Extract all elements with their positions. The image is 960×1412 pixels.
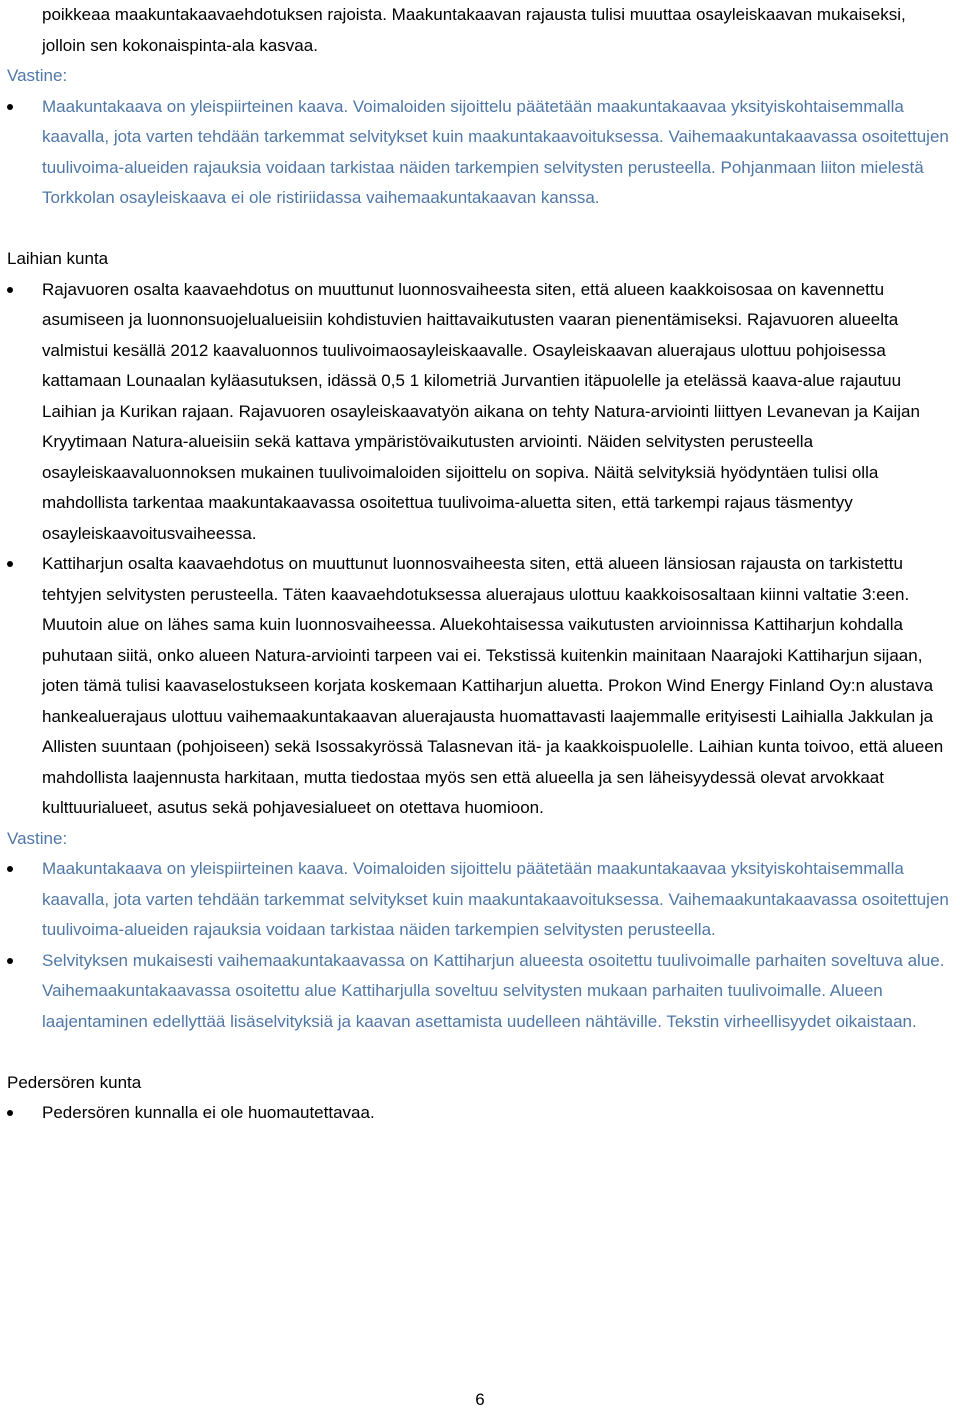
intro-paragraph: poikkeaa maakuntakaavaehdotuksen rajoista. Maakuntakaavan rajausta tulisi muuttaa osayleiskaavan mukaiseksi, jolloin sen kokonaispinta-ala kasvaa. [42, 5, 906, 55]
document-body [7, 0, 952, 1129]
reply-label-2: Vastine: [7, 828, 68, 848]
list-item-text: Rajavuoren osalta kaavaehdotus on muuttunut luonnosvaiheesta siten, että alueen kaakkoisosaa on kavennettu asumiseen ja luonnonsuojelualueisiin kohdistuvien haittavaikutusten vaaran pienentämiseksi. Rajavuoren alueelta valmistui kesällä 2012 kaavaluonnos tuulivoimaosayleiskaavalle. Osayleiskaavan aluerajaus ulottuu pohjoisessa kattamaan Lounaalan kyläasutuksen, idässä 0,5 1 kilometriä Jurvantien itäpuolelle ja etelässä kaava-alue rajautuu Laihian ja Kurikan rajaan. Rajavuoren osayleiskaavatyön aikana on tehty Natura-arviointi liittyen Levanevan ja Kaijan Kryytimaan Natura-alueisiin sekä kattava ympäristövaikutusten arviointi. Näiden selvitysten perusteella osayleiskaavaluonnoksen mukainen tuulivoimaloiden sijoittelu on sopiva. Näitä selvityksiä hyödyntäen tulisi olla mahdollista tarkentaa maakuntakaavassa osoitettua tuulivoima-aluetta siten, että tarkempi rajaus täsmentyy osayleiskaavoitusvaiheessa. [42, 279, 920, 543]
laihia-list [7, 275, 952, 824]
section-spacer [7, 214, 952, 245]
bullet-icon [7, 958, 13, 964]
reply-label-1: Vastine: [7, 66, 68, 85]
bullet-icon [7, 1110, 13, 1116]
list-item-text: Kattiharjun osalta kaavaehdotus on muuttunut luonnosvaiheesta siten, että alueen länsiosan rajausta on tarkistettu tehtyjen selvitysten perusteella. Täten kaavaehdotuksessa aluerajaus ulottuu kaakkoisosaltaan kiinni valtatie 3:een. Muutoin alue on lähes sama kuin luonnosvaiheessa. Aluekohtaisessa vaikutusten arvioinnissa Kattiharjun kohdalla puhutaan siitä, onko alueen Natura-arviointi tarpeen vai ei. Tekstissä kuitenkin mainitaan Naarajoki Kattiharjun sijaan, joten tämä tulisi kaavaselostukseen korjata koskemaan Kattiharjun aluetta. Prokon Wind Energy Finland Oy:n alustava hankealuerajaus ulottuu vaihemaakuntakaavan aluerajausta huomattavasti laajemmalle erityisesti Laihialla Jakkulan ja Allisten suuntaan (pohjoiseen) sekä Isossakyrössä Talasnevan itä- ja kaakkoispuolelle. Laihian kunta toivoo, että alueen mahdollista laajennusta harkitaan, mutta tiedostaa myös sen että alueella ja sen läheisyydessä olevat arvokkaat kulttuurialueet, asutus sekä pohjavesialueet on otettava huomioon. [42, 554, 944, 817]
pedersore-list [7, 1098, 952, 1129]
list-item-text: Pedersören kunnalla ei ole huomautettavaa. [42, 1103, 375, 1122]
bullet-icon [7, 287, 13, 293]
section-spacer [7, 1037, 952, 1068]
bullet-icon [7, 561, 13, 567]
bullet-icon [7, 866, 13, 872]
list-item [7, 946, 952, 1038]
reply-list-1 [7, 92, 952, 214]
list-item-text: Selvityksen mukaisesti vaihemaakuntakaavassa on Kattiharjun alueesta osoitettu tuulivoimalle parhaiten soveltuva alue. Vaihemaakuntakaavassa osoitettu alue Kattiharjulla soveltuu selvitysten mukaan parhaiten tuulivoimalle. Alueen laajentaminen edellyttää lisäselvityksiä ja kaavan asettamista uudelleen nähtäville. Tekstin virheellisyydet oikaistaan. [42, 950, 945, 1031]
reply-list-2 [7, 854, 952, 1037]
section-heading-pedersore: Pedersören kunta [7, 1072, 142, 1092]
list-item [7, 92, 952, 214]
bullet-icon [7, 104, 13, 110]
list-item-text: Maakuntakaava on yleispiirteinen kaava. Voimaloiden sijoittelu päätetään maakuntakaavaa yksityiskohtaisemmalla kaavalla, jota varten tehdään tarkemmat selvitykset kuin maakuntakaavoituksessa. Vaihemaakuntakaavassa osoitettujen tuulivoima-alueiden rajauksia voidaan tarkistaa näiden tarkempien selvitysten perusteella. Pohjanmaan liiton mielestä Torkkolan osayleiskaava ei ole ristiriidassa vaihemaakuntakaavan kanssa. [42, 96, 949, 207]
page-number: 6 [475, 1390, 485, 1409]
list-item [7, 549, 952, 824]
list-item [7, 854, 952, 946]
list-item-text: Maakuntakaava on yleispiirteinen kaava. Voimaloiden sijoittelu päätetään maakuntakaavaa yksityiskohtaisemmalla kaavalla, jota varten tehdään tarkemmat selvitykset kuin maakuntakaavoituksessa. Vaihemaakuntakaavassa osoitettujen tuulivoima-alueiden rajauksia voidaan tarkistaa näiden tarkempien selvitysten perusteella. [42, 859, 949, 939]
list-item [7, 1098, 952, 1129]
section-heading-laihia: Laihian kunta [7, 249, 109, 268]
list-item [7, 275, 952, 550]
